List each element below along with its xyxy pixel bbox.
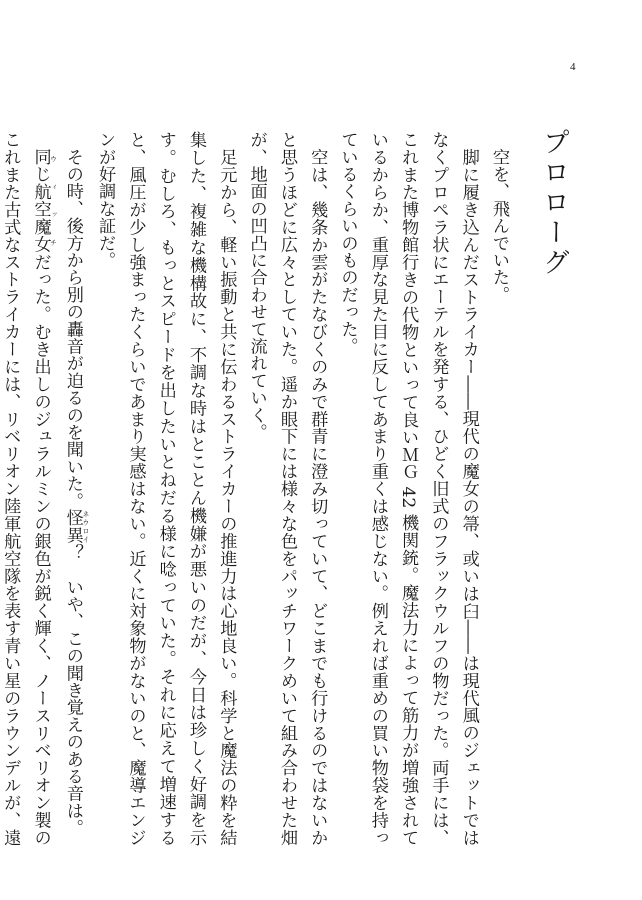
paragraph-2-text: 脚に履き込んだストライカー――現代の魔女の箒、或いは臼――は現代風のジェットではなくプロペラ状にエーテルを発する、ひどく旧式のフラックウルフの物だった。両手には、これまた博物館行きの代物といって良いＭＧ 42 機関銃。魔法力によって筋力が増強されているからか、重厚な見た目に反してあまり重くは感じない。例えれば重めの買い物袋を持っているくらいのものだった。 xyxy=(337,131,479,847)
chapter-title: プロローグ xyxy=(538,128,569,278)
paragraph-5-text-a: その時、後方から別の轟音が迫るのを聞いた。 xyxy=(62,148,83,510)
paragraph-5-text-c: ？ いや、この聞き覚えのある音は。 xyxy=(62,543,83,837)
ruby-witch-reading: ウィッチ xyxy=(49,148,58,253)
page-number: 4 xyxy=(570,61,576,73)
paragraph-2 xyxy=(332,131,483,846)
body-text xyxy=(0,131,514,847)
paragraph-3 xyxy=(241,131,332,846)
paragraph-4 xyxy=(90,131,241,846)
paragraph-3-text: 空は、幾条か雲がたなびくのみで群青に澄み切っていて、どこまでも行けるのではないかと思うほどに広々としていた。遥か眼下には様々な色をパッチワークめいて組み合わせた畑が、地面の凹凸に合わせて流れていく。 xyxy=(246,131,328,847)
paragraph-5 xyxy=(58,131,90,846)
paragraph-6-text: だった。むき出しのジュラルミンの銀色が鋭く輝く、ノースリベリオン製のこれまた古式なストライカーには、リベリオン陸軍航空隊を表す青い星のラウンデルが、遠 xyxy=(0,131,51,846)
paragraph-1 xyxy=(484,131,514,846)
ruby-neuroi-reading: ネウロイ xyxy=(81,509,90,544)
ruby-neuroi xyxy=(62,509,90,544)
ruby-neuroi-base: 怪異 xyxy=(62,509,83,544)
paragraph-6 xyxy=(0,131,58,846)
ruby-witch-base: 同じ航空魔女 xyxy=(30,148,51,254)
paragraph-4-text: 足元から、軽い振動と共に伝わるストライカーの推進力は心地良い。科学と魔法の粋を結集した、複雑な機構故に、不調な時はとことん機嫌が悪いのだが、今日は珍しく好調を示す。むしろ、もっとスピードを出したいとねだる様に唸っていた。それに応えて増速すると、風圧が少し強まったくらいであまり実感はない。近くに対象物がないのと、魔導エンジンが好調な証だ。 xyxy=(95,131,237,847)
paragraph-1-text: 空を、飛んでいた。 xyxy=(489,148,509,304)
ruby-witch xyxy=(30,148,58,254)
